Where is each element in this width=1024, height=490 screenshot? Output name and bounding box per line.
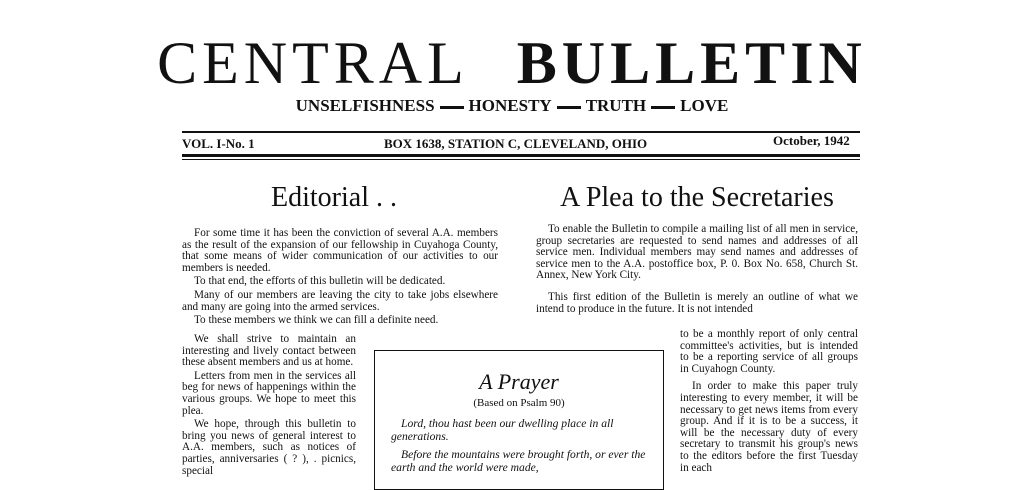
- double-rule-lower: [182, 159, 860, 160]
- plea-paragraph: to be a monthly report of only central committee's activities, but is intended to be a reporting service of all groups in Cuyahogn County.: [680, 328, 858, 375]
- prayer-title: A Prayer: [479, 369, 559, 394]
- editorial-paragraph: We hope, through this bulletin to bring you news of general interest to A.A. members, such as notices of parties, anniversaries ( ? ), . picnics, special: [182, 418, 356, 477]
- motto-word: UNSELFISHNESS: [295, 96, 435, 115]
- editorial-paragraph: We shall strive to maintain an interesting and lively contact between these absent members and us at home.: [182, 333, 356, 369]
- prayer-subtitle: (Based on Psalm 90): [473, 397, 565, 409]
- motto-word: HONESTY: [468, 96, 552, 115]
- plea-body-narrow: [680, 329, 858, 476]
- plea-paragraph: To enable the Bulletin to compile a mailing list of all men in service, group secretaries are requested to send names and addresses of all service men. Individual members may send names and addresses of service men to the A.A. postoffice box, P. 0. Box No. 658, Church St. Annex, New York City.: [536, 223, 858, 282]
- editorial-heading: Editorial . .: [271, 182, 397, 213]
- prayer-box: [374, 350, 664, 490]
- masthead-title: [0, 28, 1024, 98]
- issue-date: October, 1942: [773, 133, 850, 148]
- editorial-paragraph: Letters from men in the services all beg for news of happenings within the various groups. We hope to meet this plea.: [182, 369, 356, 417]
- editorial-paragraph: For some time it has been the conviction of several A.A. members as the result of the expansion of our fellowship in Cuyahoga County, that some means of wider communication of our activities to our members is needed.: [182, 227, 498, 274]
- motto-word: LOVE: [680, 96, 729, 115]
- motto-dash: [440, 106, 464, 109]
- editorial-paragraph: To that end, the efforts of this bulletin will be dedicated.: [194, 275, 446, 288]
- editorial-body-narrow: [182, 334, 356, 479]
- double-rule-upper: [182, 154, 860, 157]
- motto-word: TRUTH: [585, 96, 647, 115]
- prayer-verses: [391, 417, 647, 474]
- editorial-paragraph: Many of our members are leaving the city to take jobs elsewhere and many are going into the armed services.: [182, 288, 498, 313]
- masthead-motto: [0, 96, 1024, 116]
- plea-paragraph: This first edition of the Bulletin is merely an outline of what we intend to produce in the future. It is not intended: [536, 290, 858, 315]
- mailing-address: BOX 1638, STATION C, CLEVELAND, OHIO: [384, 136, 648, 151]
- plea-heading: A Plea to the Secretaries: [560, 182, 834, 213]
- masthead-title-bulletin: BULLETIN: [516, 30, 867, 96]
- editorial-paragraph: To these members we think we can fill a definite need.: [194, 314, 439, 327]
- volume-number: VOL. I-No. 1: [182, 136, 255, 151]
- masthead-title-central: CENTRAL: [157, 30, 469, 96]
- motto-dash: [651, 106, 675, 109]
- motto-dash: [557, 106, 581, 109]
- plea-body-full: [536, 224, 858, 317]
- plea-paragraph: In order to make this paper truly interesting to every member, it will be necessary to get news items from every group. And if it is to be a success, it will be the necessary duty of every secretary to transmit his group's news to the editors before the first Tuesday in each: [680, 380, 858, 474]
- top-rule: [182, 131, 860, 133]
- prayer-verse: Before the mountains were brought forth, or ever the earth and the world were made,: [391, 448, 646, 474]
- prayer-verse: Lord, thou hast been our dwelling place in all generations.: [391, 417, 614, 443]
- editorial-body-full: [182, 228, 498, 329]
